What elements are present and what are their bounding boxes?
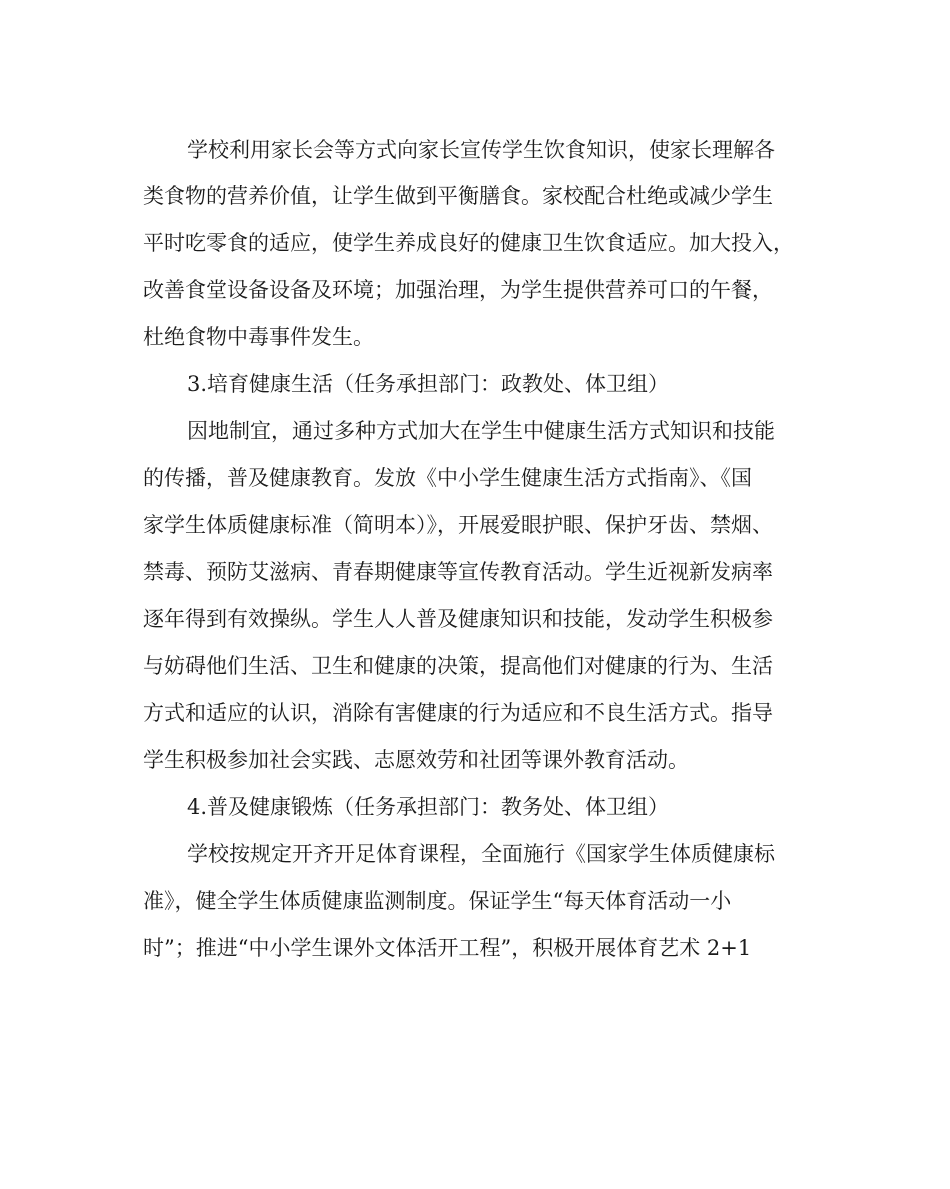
paragraph-line: 杜绝食物中毒事件发生。 xyxy=(143,325,374,349)
paragraph-line: 准》，健全学生体质健康监测制度。保证学生“每天体育活动一小 xyxy=(143,889,732,913)
paragraph-line: 与妨碍他们生活、卫生和健康的决策，提高他们对健康的行为、生活 xyxy=(143,654,773,678)
paragraph-line: 改善食堂设备设备及环境；加强治理，为学生提供营养可口的午餐， xyxy=(143,278,773,302)
section-heading: 4.普及健康锻炼（任务承担部门：教务处、体卫组） xyxy=(187,795,670,819)
paragraph-line: 禁毒、预防艾滋病、青春期健康等宣传教育活动。学生近视新发病率 xyxy=(143,560,773,584)
paragraph-line: 平时吃零食的适应，使学生养成良好的健康卫生饮食适应。加大投入， xyxy=(143,231,794,255)
paragraph-line: 学生积极参加社会实践、志愿效劳和社团等课外教育活动。 xyxy=(143,748,689,772)
paragraph-line: 因地制宜，通过多种方式加大在学生中健康生活方式知识和技能 xyxy=(187,419,775,443)
paragraph-line: 方式和适应的认识，消除有害健康的行为适应和不良生活方式。指导 xyxy=(143,701,773,725)
paragraph-line: 类食物的营养价值，让学生做到平衡膳食。家校配合杜绝或减少学生 xyxy=(143,184,773,208)
paragraph-line: 学校按规定开齐开足体育课程，全面施行《国家学生体质健康标 xyxy=(187,842,775,866)
paragraph-line: 家学生体质健康标准（简明本）》，开展爱眼护眼、保护牙齿、禁烟、 xyxy=(143,513,773,537)
paragraph-line: 学校利用家长会等方式向家长宣传学生饮食知识，使家长理解各 xyxy=(187,138,775,162)
paragraph-line: 时”；推进“中小学生课外文体活开工程”，积极开展体育艺术 2+1 xyxy=(143,936,752,960)
paragraph-line: 逐年得到有效操纵。学生人人普及健康知识和技能，发动学生积极参 xyxy=(143,607,773,631)
paragraph-line: 的传播，普及健康教育。发放《中小学生健康生活方式指南》、《国 xyxy=(143,466,752,490)
section-heading: 3.培育健康生活（任务承担部门：政教处、体卫组） xyxy=(187,372,670,396)
